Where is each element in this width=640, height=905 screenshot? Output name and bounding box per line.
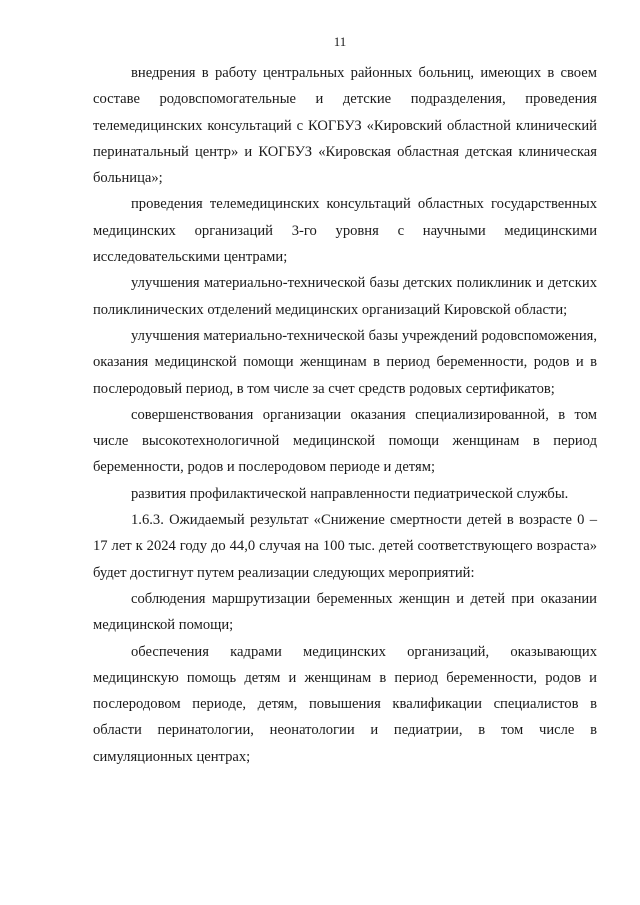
page-number: 11 xyxy=(333,34,347,49)
document-body xyxy=(93,60,597,770)
paragraph-8: соблюдения маршрутизации беременных женщин и детей при оказании медицинской помощи; xyxy=(93,590,597,634)
paragraph-4: улучшения материально-технической базы учреждений родовспоможения, оказания медицинской помощи женщинам в период беременности, родов и в послеродовый период, в том числе за счет средств родовых сертификатов; xyxy=(93,327,597,397)
paragraph-2: проведения телемедицинских консультаций областных государственных медицинских организаций 3-го уровня с научными медицинскими исследовательскими центрами; xyxy=(93,196,597,266)
paragraph-1: внедрения в работу центральных районных больниц, имеющих в своем составе родовспомогательные и детские подразделения, проведения телемедицинских консультаций с КОГБУЗ «Кировский областной клинический перинатальный центр» и КОГБУЗ «Кировская областная детская клиническая больница»; xyxy=(93,65,597,187)
paragraph-5: совершенствования организации оказания специализированной, в том числе высокотехнологичной медицинской помощи женщинам в период беременности, родов и послеродовом периоде и детям; xyxy=(93,406,597,476)
paragraph-3: улучшения материально-технической базы детских поликлиник и детских поликлинических отделений медицинских организаций Кировской области; xyxy=(93,275,597,318)
paragraph-7: 1.6.3. Ожидаемый результат «Снижение смертности детей в возрасте 0 – 17 лет к 2024 году до 44,0 случая на 100 тыс. детей соответствующего возраста» будет достигнут путем реализации следующих мероприятий: xyxy=(93,512,597,581)
paragraph-6: развития профилактической направленности педиатрической службы. xyxy=(131,485,569,502)
paragraph-9: обеспечения кадрами медицинских организаций, оказывающих медицинскую помощь детям и женщинам в период беременности, родов и послеродовом периоде, детям, повышения квалификации специалистов в области перинатологии, неонатологии и педиатрии, в том числе в симуляционных центрах; xyxy=(93,643,597,765)
